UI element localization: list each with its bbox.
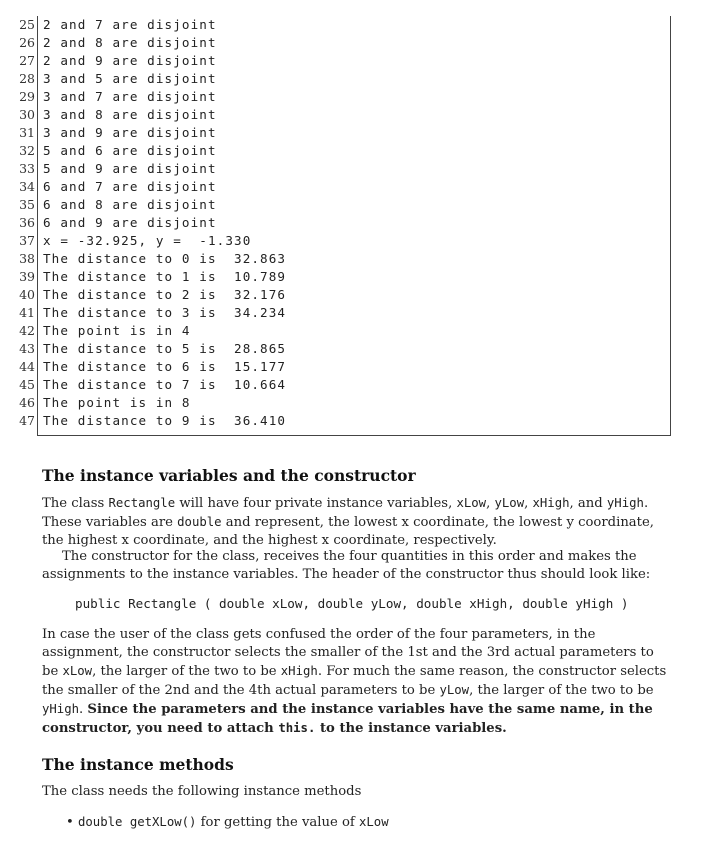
line-number: 28 — [19, 71, 35, 86]
line-number: 32 — [19, 143, 35, 158]
line-text: The distance to 0 is 32.863 — [43, 251, 287, 266]
line-text: 3 and 8 are disjoint — [43, 107, 217, 122]
line-number: 25 — [19, 17, 35, 32]
line-text: 3 and 9 are disjoint — [43, 125, 217, 140]
line-number: 44 — [19, 359, 35, 374]
line-number: 27 — [19, 53, 35, 68]
line-text: The distance to 7 is 10.664 — [43, 377, 287, 392]
line-number: 33 — [19, 161, 35, 176]
line-text: 5 and 9 are disjoint — [43, 161, 217, 176]
line-text: 2 and 8 are disjoint — [43, 35, 217, 50]
line-text: 6 and 8 are disjoint — [43, 197, 217, 212]
line-number: 40 — [19, 287, 35, 302]
paragraph-constructor: The constructor for the class, receives the four quantities in this order and makes the assignments to the instance variables. The header of the constructor thus should look like: — [42, 549, 651, 582]
line-number: 38 — [19, 251, 35, 266]
list-item: • double getXLow() for getting the value of xLow — [66, 815, 389, 830]
heading-instance-variables: The instance variables and the constructor — [42, 466, 416, 485]
line-text: The point is in 8 — [43, 395, 191, 410]
bullet-marker: • — [66, 815, 74, 830]
line-text: 5 and 6 are disjoint — [43, 143, 217, 158]
line-text: The distance to 6 is 15.177 — [43, 359, 287, 374]
constructor-header-code: public Rectangle ( double xLow, double yLow, double xHigh, double yHigh ) — [75, 596, 629, 611]
line-text: 6 and 9 are disjoint — [43, 215, 217, 230]
line-number: 39 — [19, 269, 35, 284]
line-number: 43 — [19, 341, 35, 356]
line-text: The distance to 1 is 10.789 — [43, 269, 287, 284]
code-listing — [14, 16, 670, 436]
line-text: The distance to 5 is 28.865 — [43, 341, 287, 356]
line-text: 3 and 5 are disjoint — [43, 71, 217, 86]
line-text: 2 and 7 are disjoint — [43, 17, 217, 32]
line-text: The distance to 9 is 36.410 — [43, 413, 287, 428]
paragraph-instance-variables: The class Rectangle will have four private instance variables, xLow, yLow, xHigh, and yHigh. These variables are double and represent, the lowest x coordinate, the lowest y coordinate, the highest x coordinate, and the highest x coordinate, respectively. — [42, 496, 654, 548]
line-text: The distance to 3 is 34.234 — [43, 305, 287, 320]
line-number: 35 — [19, 197, 35, 212]
line-text: 3 and 7 are disjoint — [43, 89, 217, 104]
line-number: 42 — [19, 323, 35, 338]
heading-instance-methods: The instance methods — [42, 755, 234, 774]
line-number: 41 — [19, 305, 35, 320]
line-number: 30 — [19, 107, 35, 122]
line-text: 2 and 9 are disjoint — [43, 53, 217, 68]
paragraph-parameter-order: In case the user of the class gets confused the order of the four parameters, in the assignment, the constructor selects the smaller of the 1st and the 3rd actual parameters to be xLow, the larger of the two to be xHigh. For much the same reason, the constructor selects the smaller of the 2nd and the 4th actual parameters to be yLow, the larger of the two to be yHigh. Since the parameters and the instance variables have the same name, in the constructor, you need to attach this. to the instance variables. — [42, 627, 667, 736]
line-number: 46 — [19, 395, 35, 410]
line-number: 26 — [19, 35, 35, 50]
line-text: The point is in 4 — [43, 323, 191, 338]
line-number: 34 — [19, 179, 35, 194]
line-number: 29 — [19, 89, 35, 104]
line-number: 45 — [19, 377, 35, 392]
line-number: 36 — [19, 215, 35, 230]
line-number: 37 — [19, 233, 35, 248]
line-number: 31 — [19, 125, 35, 140]
paragraph-methods-intro: The class needs the following instance methods — [42, 784, 362, 799]
line-number: 47 — [19, 413, 35, 428]
line-text: The distance to 2 is 32.176 — [43, 287, 287, 302]
line-text: 6 and 7 are disjoint — [43, 179, 217, 194]
line-text: x = -32.925, y = -1.330 — [43, 233, 252, 248]
